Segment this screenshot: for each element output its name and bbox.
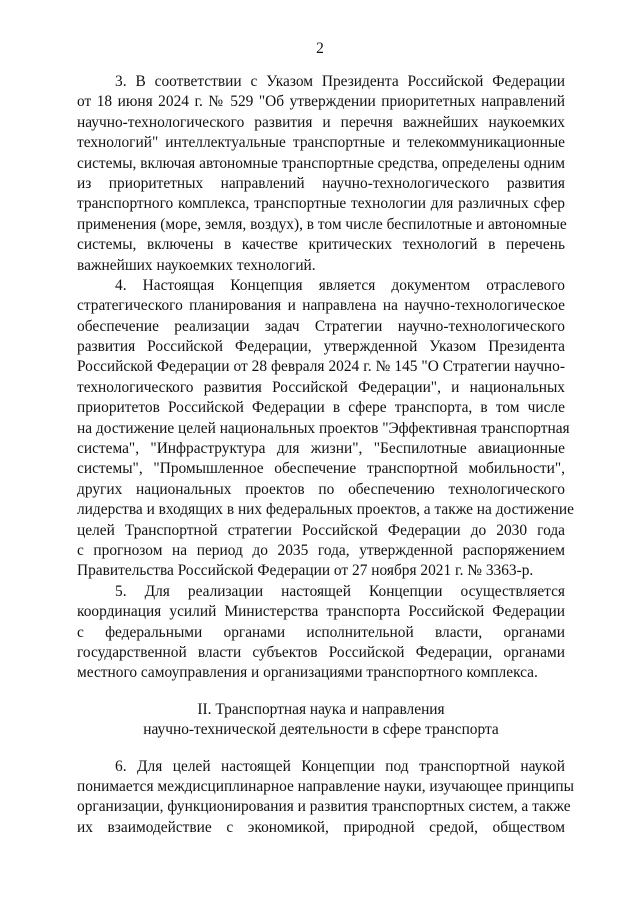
paragraph-line: стратегического планирования и направлена на научно-технологическое — [77, 297, 565, 315]
paragraph-line: важнейших наукоемких технологий. — [77, 256, 316, 274]
paragraph-line: транспортного комплекса, транспортные технологии для различных сфер — [77, 195, 565, 213]
paragraph-line: Российской Федерации от 28 февраля 2024 г. № 145 "О Стратегии научно- — [77, 358, 565, 376]
paragraph-line: с прогнозом на период до 2035 года, утвержденной распоряжением — [77, 541, 565, 559]
paragraph-line: приоритетов Российской Федерации в сфере транспорта, в том числе — [77, 399, 565, 417]
paragraph-line: лидерства и входящих в них федеральных проектов, а также на достижение — [77, 501, 574, 519]
paragraph-line: системы, включены в качестве критических технологий в перечень — [77, 236, 565, 254]
paragraph-line: технологий" интеллектуальные транспортные и телекоммуникационные — [77, 134, 565, 152]
paragraph-line: на достижение целей национальных проектов "Эффективная транспортная — [77, 419, 570, 437]
paragraph-line: применения (море, земля, воздух), в том числе беспилотные и автономные — [77, 215, 567, 233]
paragraph-3 — [77, 72, 565, 276]
paragraph-line: 3. В соответствии с Указом Президента Российской Федерации — [115, 73, 565, 90]
section-heading — [77, 700, 565, 741]
paragraph-line: других национальных проектов по обеспечению технологического — [77, 480, 565, 498]
paragraph-line: координация усилий Министерства транспорта Российской Федерации — [77, 603, 565, 621]
paragraph-line: их взаимодействие с экономикой, природной средой, обществом — [77, 818, 565, 836]
paragraph-line: системы", "Промышленное обеспечение транспортной мобильности", — [77, 460, 565, 478]
paragraph-line: технологического развития Российской Федерации", и национальных — [77, 378, 565, 396]
section-heading-line: научно-технической деятельности в сфере транспорта — [143, 721, 499, 739]
paragraph-line: система", "Инфраструктура для жизни", "Беспилотные авиационные — [77, 440, 565, 458]
paragraph-line: системы, включая автономные транспортные средства, определены одним — [77, 154, 565, 172]
section-heading-line: II. Транспортная наука и направления — [197, 700, 445, 718]
paragraph-line: понимается междисциплинарное направление науки, изучающее принципы — [77, 777, 574, 795]
paragraph-line: развития Российской Федерации, утвержденной Указом Президента — [77, 338, 565, 356]
paragraph-line: обеспечение реализации задач Стратегии научно-технологического — [77, 317, 565, 335]
paragraph-line: государственной власти субъектов Российской Федерации, органами — [77, 643, 565, 661]
paragraph-line: 6. Для целей настоящей Концепции под транспортной наукой — [115, 757, 565, 775]
spacer — [77, 741, 565, 757]
paragraph-line: организации, функционирования и развития транспортных систем, а также — [77, 798, 571, 816]
paragraph-5 — [77, 582, 565, 684]
paragraph-line: целей Транспортной стратегии Российской Федерации до 2030 года — [77, 521, 565, 539]
paragraph-line: местного самоуправления и организациями транспортного комплекса. — [77, 664, 538, 682]
paragraph-line: научно-технологического развития и перечня важнейших наукоемких — [77, 113, 565, 131]
paragraph-line: от 18 июня 2024 г. № 529 "Об утверждении приоритетных направлений — [77, 93, 565, 111]
paragraph-line: 5. Для реализации настоящей Концепции осуществляется — [115, 582, 565, 600]
paragraph-line: с федеральными органами исполнительной власти, органами — [77, 623, 565, 641]
paragraph-line: Правительства Российской Федерации от 27 ноября 2021 г. № 3363-р. — [77, 562, 534, 580]
document-body — [77, 72, 574, 838]
paragraph-4 — [77, 276, 574, 582]
spacer — [77, 684, 565, 700]
paragraph-6 — [77, 757, 574, 839]
paragraph-line: 4. Настоящая Концепция является документом отраслевого — [115, 276, 565, 294]
page-number: 2 — [316, 40, 324, 57]
paragraph-line: из приоритетных направлений научно-технологического развития — [77, 174, 565, 192]
